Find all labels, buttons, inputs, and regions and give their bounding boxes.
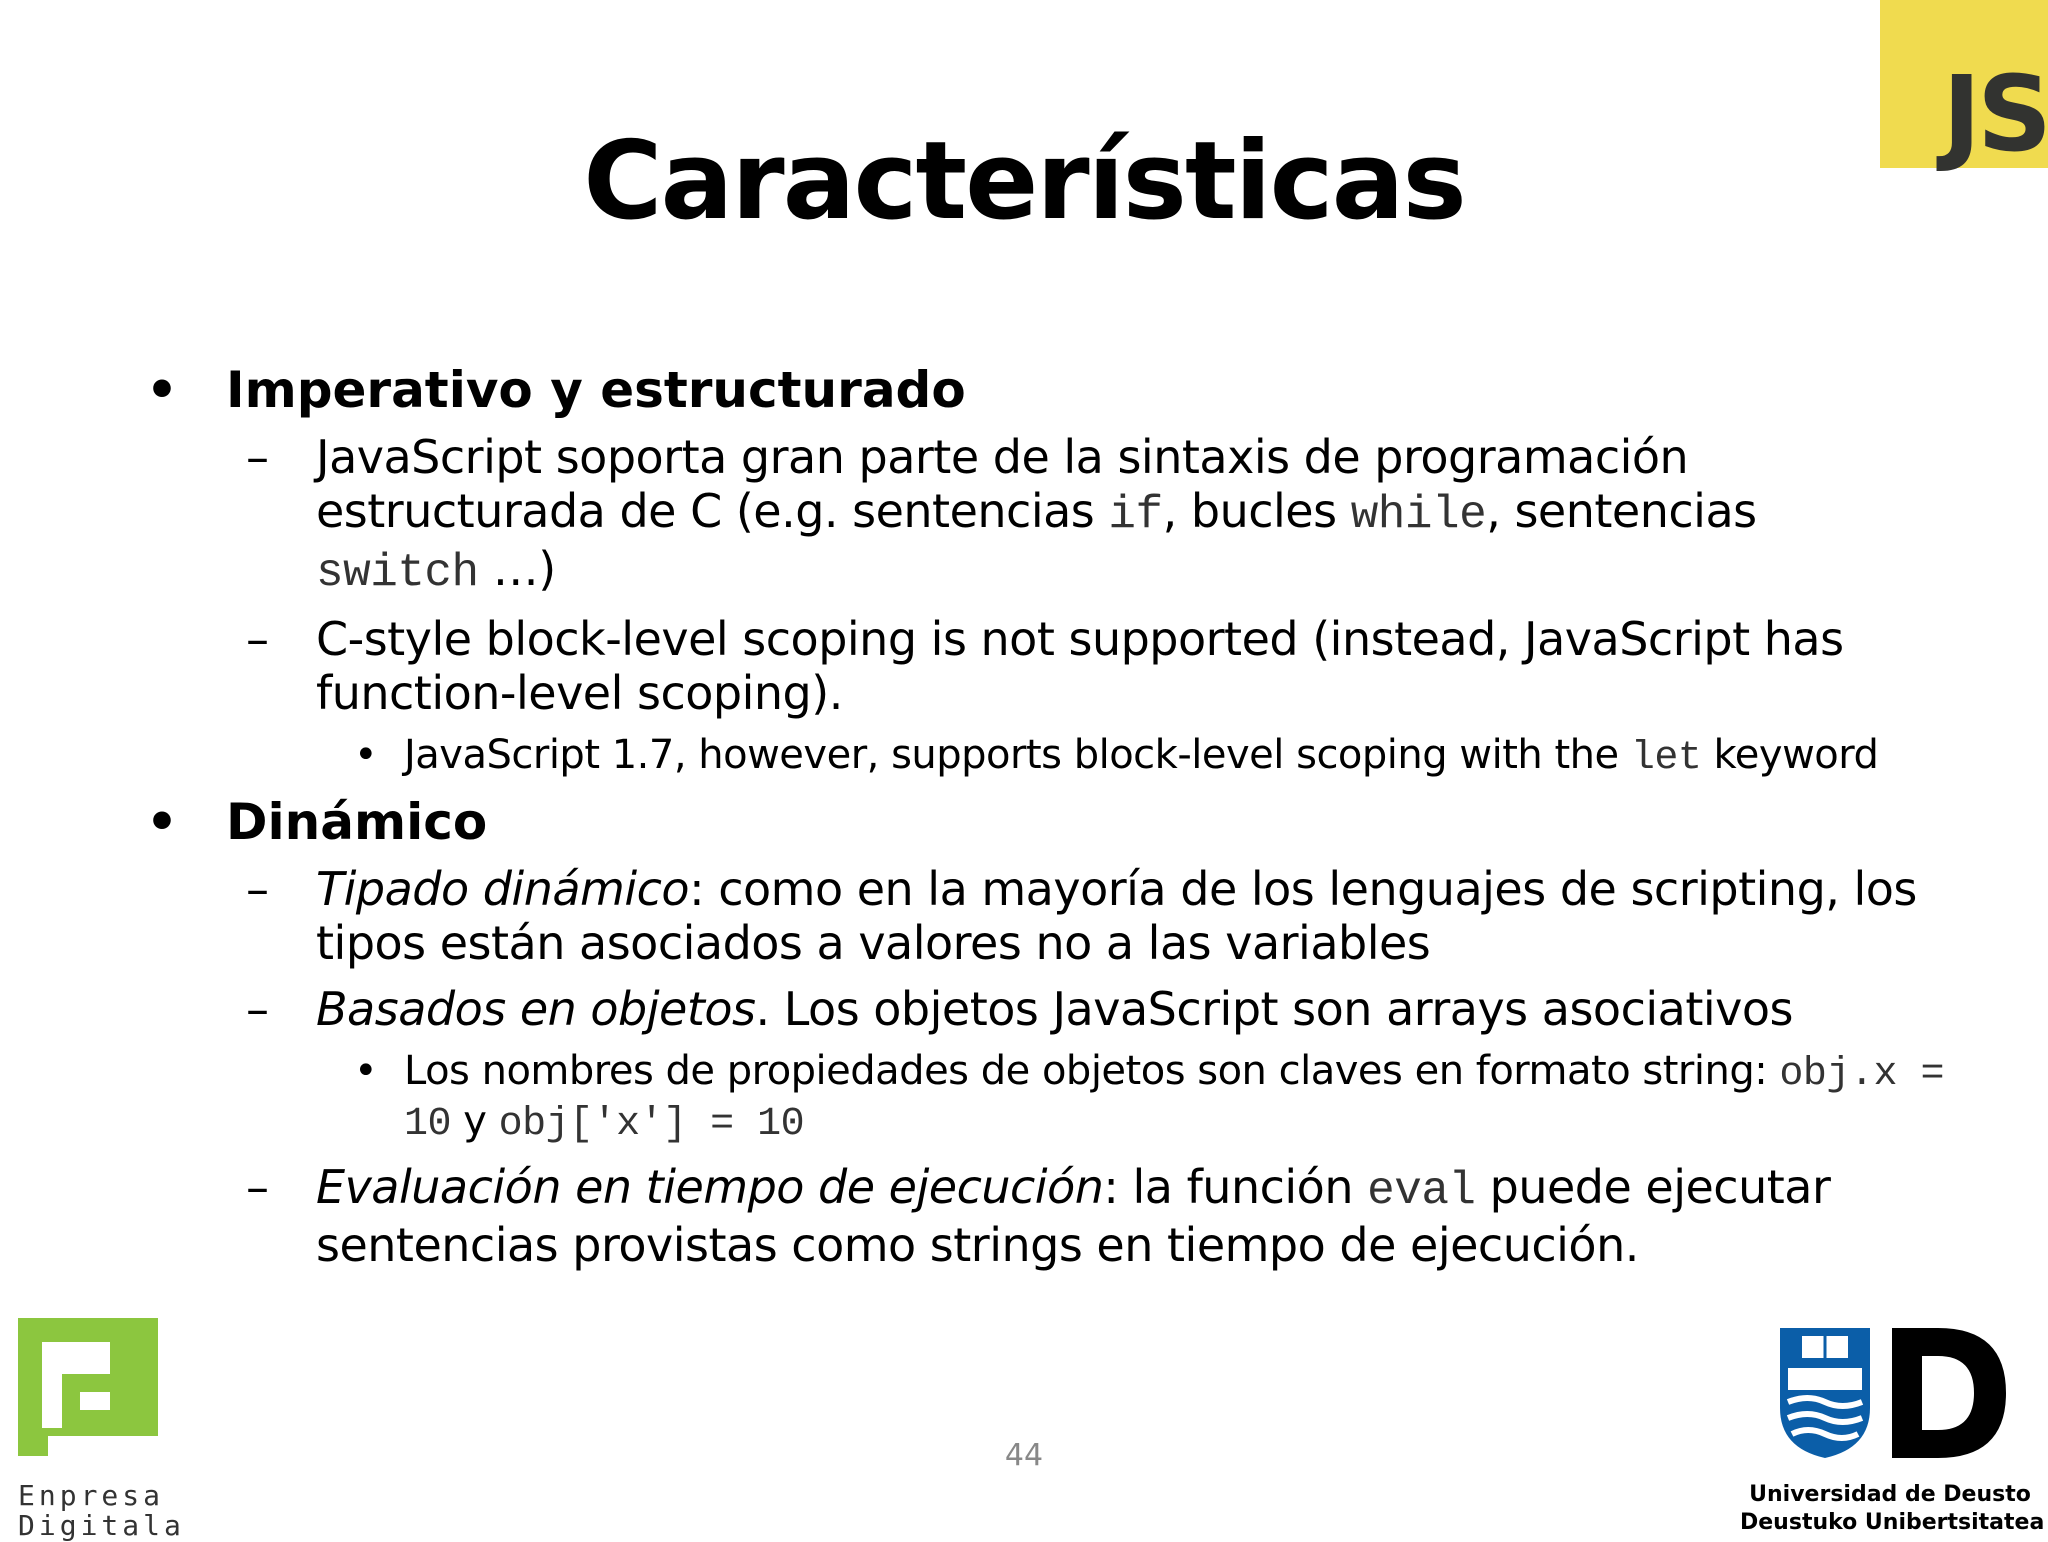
code-if: if (1108, 489, 1163, 541)
code-while: while (1350, 489, 1487, 541)
deusto-text (1740, 1481, 2045, 1537)
sub-bullet-evaluacion (246, 1160, 1976, 1272)
sub-bullet-text: C-style block-level scoping is not supported (instead, JavaScript has function-level scoping). (316, 612, 1844, 720)
italic-term: Tipado dinámico (316, 862, 690, 916)
italic-term: Evaluación en tiempo de ejecución (316, 1160, 1104, 1214)
bullet-marker: • (146, 361, 178, 419)
bullet-dinamico (146, 794, 1976, 850)
dash-marker: – (246, 430, 269, 484)
sub-bullet-text (316, 430, 1976, 600)
code-switch: switch (316, 547, 479, 599)
sub-bullet-text (316, 982, 1793, 1036)
text-span: keyword (1701, 732, 1879, 778)
text-span: , bucles (1162, 484, 1351, 538)
sub-sub-bullet-propiedades (354, 1048, 1976, 1148)
sub-sub-bullet-text (404, 1048, 1976, 1148)
sub-bullet-text (316, 862, 1976, 970)
sub-bullet-objetos (246, 982, 1976, 1036)
italic-term: Basados en objetos (316, 982, 756, 1036)
code-obj-dot: obj.x = 10 (404, 1052, 1944, 1147)
text-span: JavaScript 1.7, however, supports block-level scoping with the (404, 732, 1631, 778)
enpresa-digitala-text (18, 1479, 185, 1542)
sub-bullet-scoping (246, 612, 1976, 720)
enpresa-digitala-logo (18, 1318, 185, 1542)
bullet-heading: Imperativo y estructurado (226, 361, 966, 419)
text-span: puede ejecutar sentencias provistas como strings en tiempo de ejecución. (316, 1160, 1831, 1272)
bullet-imperativo (146, 362, 1976, 418)
bullet-heading: Dinámico (226, 793, 488, 851)
sub-bullet-tipado (246, 862, 1976, 970)
dash-marker: – (246, 612, 269, 666)
text-span: : la función (1103, 1160, 1368, 1214)
deusto-emblem-icon (1780, 1328, 2010, 1458)
text-span: , sentencias (1486, 484, 1757, 538)
logo-line: Enpresa (18, 1479, 165, 1512)
enpresa-digitala-icon (18, 1318, 158, 1456)
dash-marker: – (246, 1160, 269, 1214)
text-span: …) (478, 542, 556, 596)
js-badge-label: JS (1942, 53, 2048, 175)
dash-marker: – (246, 862, 269, 916)
sub-sub-bullet-text (404, 732, 1878, 782)
slide-body (146, 362, 1976, 1284)
text-span: Los nombres de propiedades de objetos son claves en formato string: (404, 1048, 1780, 1094)
code-obj-bracket: obj['x'] = 10 (498, 1102, 805, 1147)
code-eval: eval (1367, 1165, 1476, 1217)
sub-bullet-text (316, 1160, 1976, 1272)
logo-line: Deustuko Unibertsitatea (1740, 1510, 2045, 1535)
dot-marker: • (354, 1048, 378, 1094)
sub-sub-bullet-let (354, 732, 1976, 782)
deusto-logo (1740, 1328, 2045, 1537)
text-span: JavaScript soporta gran parte de la sintaxis de programación estructurada de C (e.g. sentencias (316, 430, 1689, 538)
text-span: : como en la mayoría de los lenguajes de scripting, los tipos están asociados a valores no a las variables (316, 862, 1917, 970)
code-let: let (1630, 736, 1702, 781)
bullet-marker: • (146, 793, 178, 851)
logo-line: Universidad de Deusto (1749, 1482, 2031, 1507)
dot-marker: • (354, 732, 378, 778)
page-number: 44 (1004, 1438, 1044, 1473)
logo-line: Digitala (18, 1509, 185, 1542)
sub-bullet-sintaxis (246, 430, 1976, 600)
text-span: . Los objetos JavaScript son arrays asociativos (755, 982, 1793, 1036)
dash-marker: – (246, 982, 269, 1036)
text-span: y (451, 1098, 499, 1144)
slide-title: Características (583, 119, 1465, 244)
